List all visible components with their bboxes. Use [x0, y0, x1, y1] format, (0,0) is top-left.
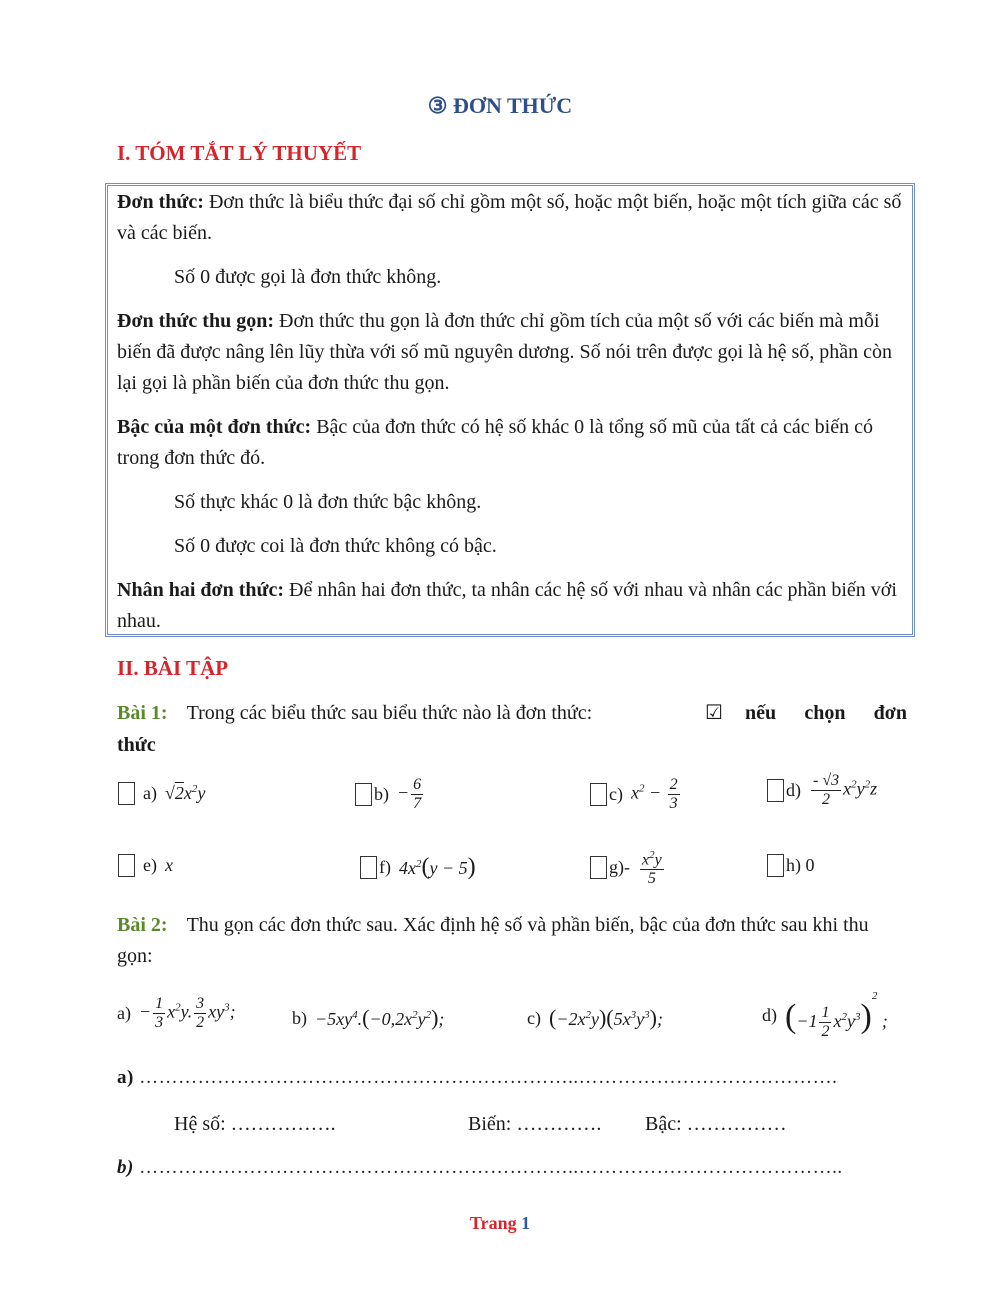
expr-g: $\frac{x^2y}{5}$ — [638, 846, 666, 888]
theory-note-zero: Số 0 được gọi là đơn thức không. — [174, 266, 442, 288]
checkbox-b[interactable] — [355, 783, 372, 806]
page-footer: Trang 1 — [469, 1213, 531, 1233]
answer-bien: Biến: …………. — [468, 1113, 602, 1135]
exercise-1-hint-cont: thức — [117, 734, 156, 756]
checkbox-checked-icon: ☑ — [705, 702, 723, 724]
theory-paragraph-3: Bậc của một đơn thức: Bậc của đơn thức có hệ số khác 0 là tổng số mũ của tất cả các biến có trong đơn thức đó. — [117, 416, 873, 469]
term-bac-don-thuc: Bậc của một đơn thức: — [117, 416, 312, 438]
expr-b: − $\frac{6}{7}$ — [397, 776, 422, 812]
checkbox-g[interactable] — [590, 856, 607, 879]
exercise-2-part-d: d) (−1 $\frac{1}{2}$ $x^2y^3)^2$ ; — [762, 990, 888, 1041]
option-b[interactable]: b) − $\frac{6}{7}$ — [355, 776, 425, 813]
option-a[interactable]: a) $√2x^2y$ — [118, 782, 205, 805]
expr-d: $\frac{- √3}{2}$ $x^2y^2z$ — [813, 772, 878, 808]
checkbox-h[interactable] — [767, 854, 784, 877]
term-don-thuc: Đơn thức: — [117, 191, 204, 213]
page-title: ③ ĐƠN THỨC — [427, 93, 573, 118]
exercise-1-hint: nếu chọn đơn — [745, 702, 907, 724]
option-d[interactable]: d) $\frac{- √3}{2}$ $x^2y^2z$ — [767, 772, 877, 809]
checkbox-c[interactable] — [590, 783, 607, 806]
checkbox-d[interactable] — [767, 779, 784, 802]
exercise-1-text: Trong các biểu thức sau biểu thức nào là đơn thức: — [186, 702, 593, 724]
theory-paragraph-2: Đơn thức thu gọn: Đơn thức thu gọn là đơn thức chỉ gồm tích của một số với các biến mà mỗi biến đã được nâng lên lũy thừa với số mũ nguyên dương. Số nói trên được gọi là hệ số, phần còn lại gọi là phần biến của đơn thức thu gọn. — [117, 310, 892, 394]
option-h[interactable]: h) 0 — [767, 854, 815, 877]
option-e[interactable]: e) x — [118, 854, 173, 877]
answer-line-a: a) …………………………………………………………..…………………………………. — [117, 1067, 838, 1088]
expr-f: $4x^2(y - 5)$ — [399, 854, 476, 880]
exercise-2-label: Bài 2: — [117, 914, 168, 936]
section-heading-exercises: II. BÀI TẬP — [117, 656, 229, 680]
checkbox-e[interactable] — [118, 854, 135, 877]
section-heading-theory: I. TÓM TẮT LÝ THUYẾT — [117, 141, 362, 165]
theory-paragraph-1: Đơn thức: Đơn thức là biểu thức đại số chỉ gồm một số, hoặc một biến, hoặc một tích giữa các số và các biến. — [117, 191, 902, 244]
option-g[interactable]: g)- $\frac{x^2y}{5}$ — [590, 846, 666, 888]
term-nhan-don-thuc: Nhân hai đơn thức: — [117, 579, 285, 601]
theory-box — [105, 183, 915, 637]
theory-paragraph-4: Nhân hai đơn thức: Để nhân hai đơn thức, ta nhân các hệ số với nhau và nhân các phần biến với nhau. — [117, 579, 897, 632]
theory-note-zero-degree: Số 0 được coi là đơn thức không có bậc. — [174, 535, 497, 557]
exercise-2-part-a: a) − $\frac{1}{3}$ $x^2y$. $\frac{3}{2}$ $xy^3$; — [117, 995, 236, 1031]
expr-c: $x^2$ − $\frac{2}{3}$ — [630, 776, 678, 812]
checkbox-f[interactable] — [360, 856, 377, 879]
exercise-2-text: Thu gọn các đơn thức sau. Xác định hệ số và phần biến, bậc của đơn thức sau khi thu gọn: — [117, 914, 869, 967]
exercise-2-part-b: b) $-5xy^4.(-0,2x^2y^2)$; — [292, 1005, 445, 1030]
theory-note-real: Số thực khác 0 là đơn thức bậc không. — [174, 491, 482, 513]
exercise-1-label: Bài 1: — [117, 702, 168, 724]
expr-e: x — [164, 855, 173, 875]
answer-bac: Bậc: …………… — [645, 1113, 787, 1135]
term-don-thuc-thu-gon: Đơn thức thu gọn: — [117, 310, 274, 332]
expr-a: $√2x^2y$ — [164, 783, 206, 803]
answer-he-so: Hệ số: ……………. — [174, 1113, 336, 1135]
option-c[interactable]: c) $x^2$ − $\frac{2}{3}$ — [590, 776, 682, 813]
exercise-2-text-block — [117, 910, 907, 972]
checkbox-a[interactable] — [118, 782, 135, 805]
page-number: 1 — [521, 1213, 531, 1233]
exercise-2-part-c: c) $(-2x^2y)(5x^3y^3)$; — [527, 1005, 663, 1030]
answer-line-b: b) …………………………………………………………..………………………………….. — [117, 1157, 843, 1178]
option-f[interactable]: f) $4x^2(y - 5)$ — [360, 854, 476, 881]
